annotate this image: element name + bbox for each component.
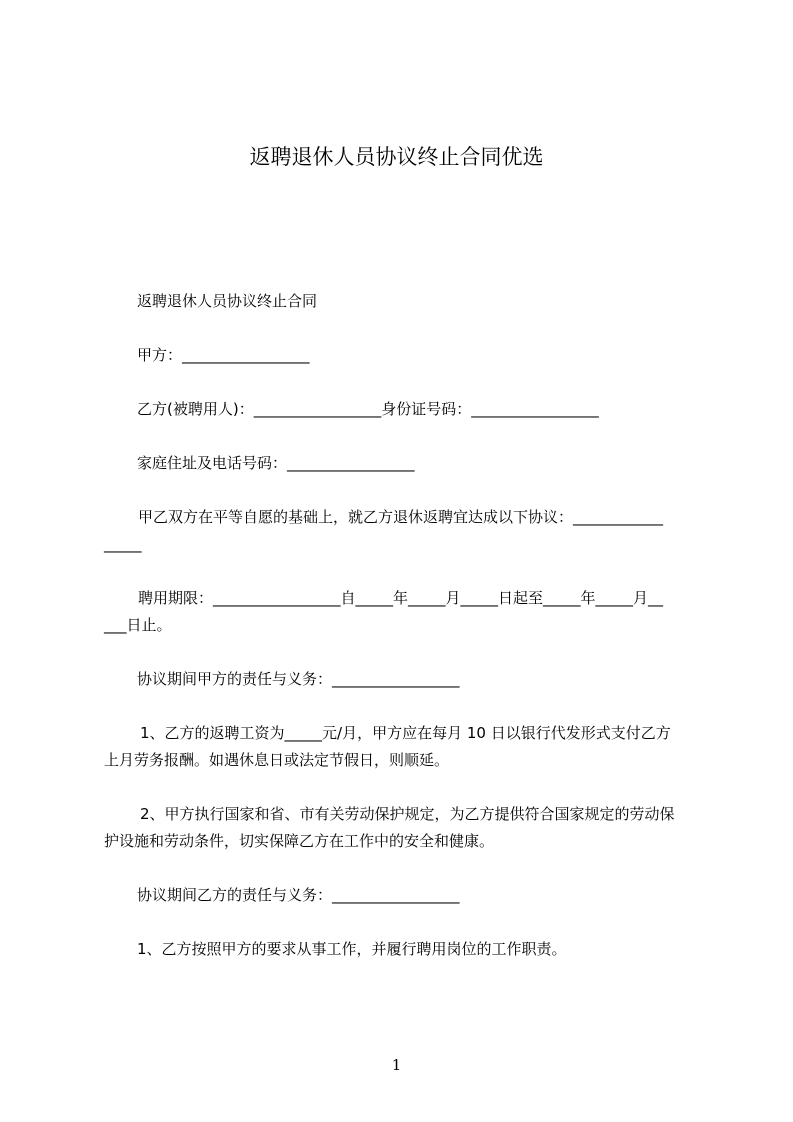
- employment-period-continuation: ___日止。: [104, 616, 172, 634]
- document-title: 返聘退休人员协议终止合同优选: [249, 145, 544, 169]
- address-phone-line: 家庭住址及电话号码：_________________: [137, 454, 415, 472]
- party-a-duty-2: 2、甲方执行国家和省、市有关劳动保护规定，为乙方提供符合国家规定的劳动保: [140, 805, 675, 823]
- party-b-duties-heading: 协议期间乙方的责任与义务：_________________: [137, 886, 460, 904]
- party-b-line: 乙方(被聘用人)：_________________身份证号码：_________________: [137, 400, 599, 418]
- page-number: 1: [391, 1056, 402, 1074]
- party-b-duty-1: 1、乙方按照甲方的要求从事工作，并履行聘用岗位的工作职责。: [137, 940, 567, 958]
- agreement-intro-continuation: _____: [104, 535, 142, 553]
- party-a-duties-heading: 协议期间甲方的责任与义务：_________________: [137, 670, 460, 688]
- party-a-line: 甲方：_________________: [137, 346, 310, 364]
- agreement-intro-line: 甲乙双方在平等自愿的基础上，就乙方退休返聘宜达成以下协议：____________: [138, 508, 664, 526]
- employment-period-line: 聘用期限：_________________自_____年_____月_____日起至_____年_____月__: [138, 589, 664, 607]
- party-a-duty-2-continuation: 护设施和劳动条件，切实保障乙方在工作中的安全和健康。: [104, 832, 495, 850]
- contract-heading: 返聘退休人员协议终止合同: [137, 292, 318, 310]
- party-a-duty-1: 1、乙方的返聘工资为_____元/月，甲方应在每月 10 日以银行代发形式支付乙方: [140, 724, 671, 742]
- party-a-duty-1-continuation: 上月劳务报酬。如遇休息日或法定节假日，则顺延。: [104, 751, 450, 769]
